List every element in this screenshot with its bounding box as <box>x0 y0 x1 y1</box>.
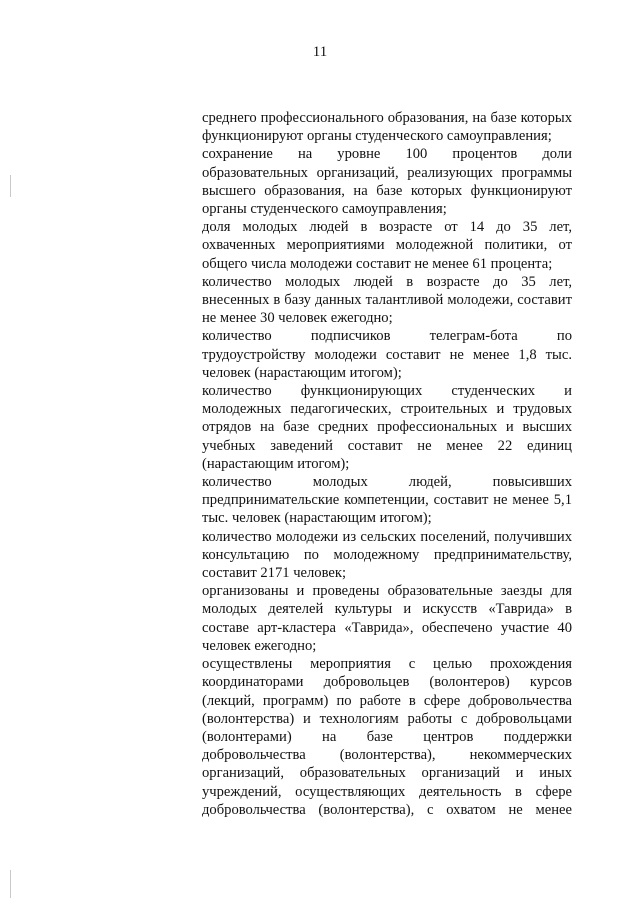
paragraph-vocational-education: среднего профессионального образования, на базе которых функционируют органы студенческого самоуправления; <box>202 110 572 145</box>
scan-edge-mark-top <box>10 175 11 197</box>
paragraph-tavrida: организованы и проведены образовательные заезды для молодых деятелей культуры и искусств «Таврида» в составе арт-кластера «Таврида», обеспечено участие 40 человек ежегодно; <box>202 583 572 654</box>
paragraph-entrepreneurship-competences: количество молодых людей, повысивших предпринимательские компетенции, составит не менее 5,1 тыс. человек (нарастающим итогом); <box>202 474 572 527</box>
paragraph-higher-education-share: сохранение на уровне 100 процентов доли образовательных организаций, реализующих программы высшего образования, на базе которых функционируют органы студенческого самоуправления; <box>202 146 572 218</box>
scan-edge-mark-bottom <box>10 870 11 898</box>
paragraph-student-brigades: количество функционирующих студенческих и молодежных педагогических, строительных и трудовых отрядов на базе средних профессиональных и высших учебных заведений составит не менее 22 единиц (нарастающим итогом); <box>202 383 572 472</box>
paragraph-telegram-bot: количество подписчиков телеграм-бота по трудоустройству молодежи составит не менее 1,8 тыс. человек (нарастающим итогом); <box>202 328 572 381</box>
paragraph-talent-database: количество молодых людей в возрасте до 35 лет, внесенных в базу данных талантливой молодежи, составит не менее 30 человек ежегодно; <box>202 273 572 327</box>
paragraph-rural-youth: количество молодежи из сельских поселений, получивших консультацию по молодежному предпринимательству, составит 2171 человек; <box>202 528 572 582</box>
paragraph-volunteer-training: осуществлены мероприятия с целью прохождения координаторами добровольцев (волонтеров) курсов (лекций, программ) по работе в сфере добровольчества (волонтерства) и технологиям работы с добровольцами (волонтерами) на базе центров поддержки добровольчества (волонтерства), некоммерческих организаций, образовательных организаций и иных учреждений, осуществляющих деятельность в сфере добровольчества (волонтерства), с охватом не менее <box>202 656 572 818</box>
document-body <box>202 109 572 819</box>
paragraph-youth-coverage: доля молодых людей в возрасте от 14 до 35 лет, охваченных мероприятиями молодежной политики, от общего числа молодежи составит не менее 61 процента; <box>202 219 572 272</box>
page-number: 11 <box>312 44 328 60</box>
